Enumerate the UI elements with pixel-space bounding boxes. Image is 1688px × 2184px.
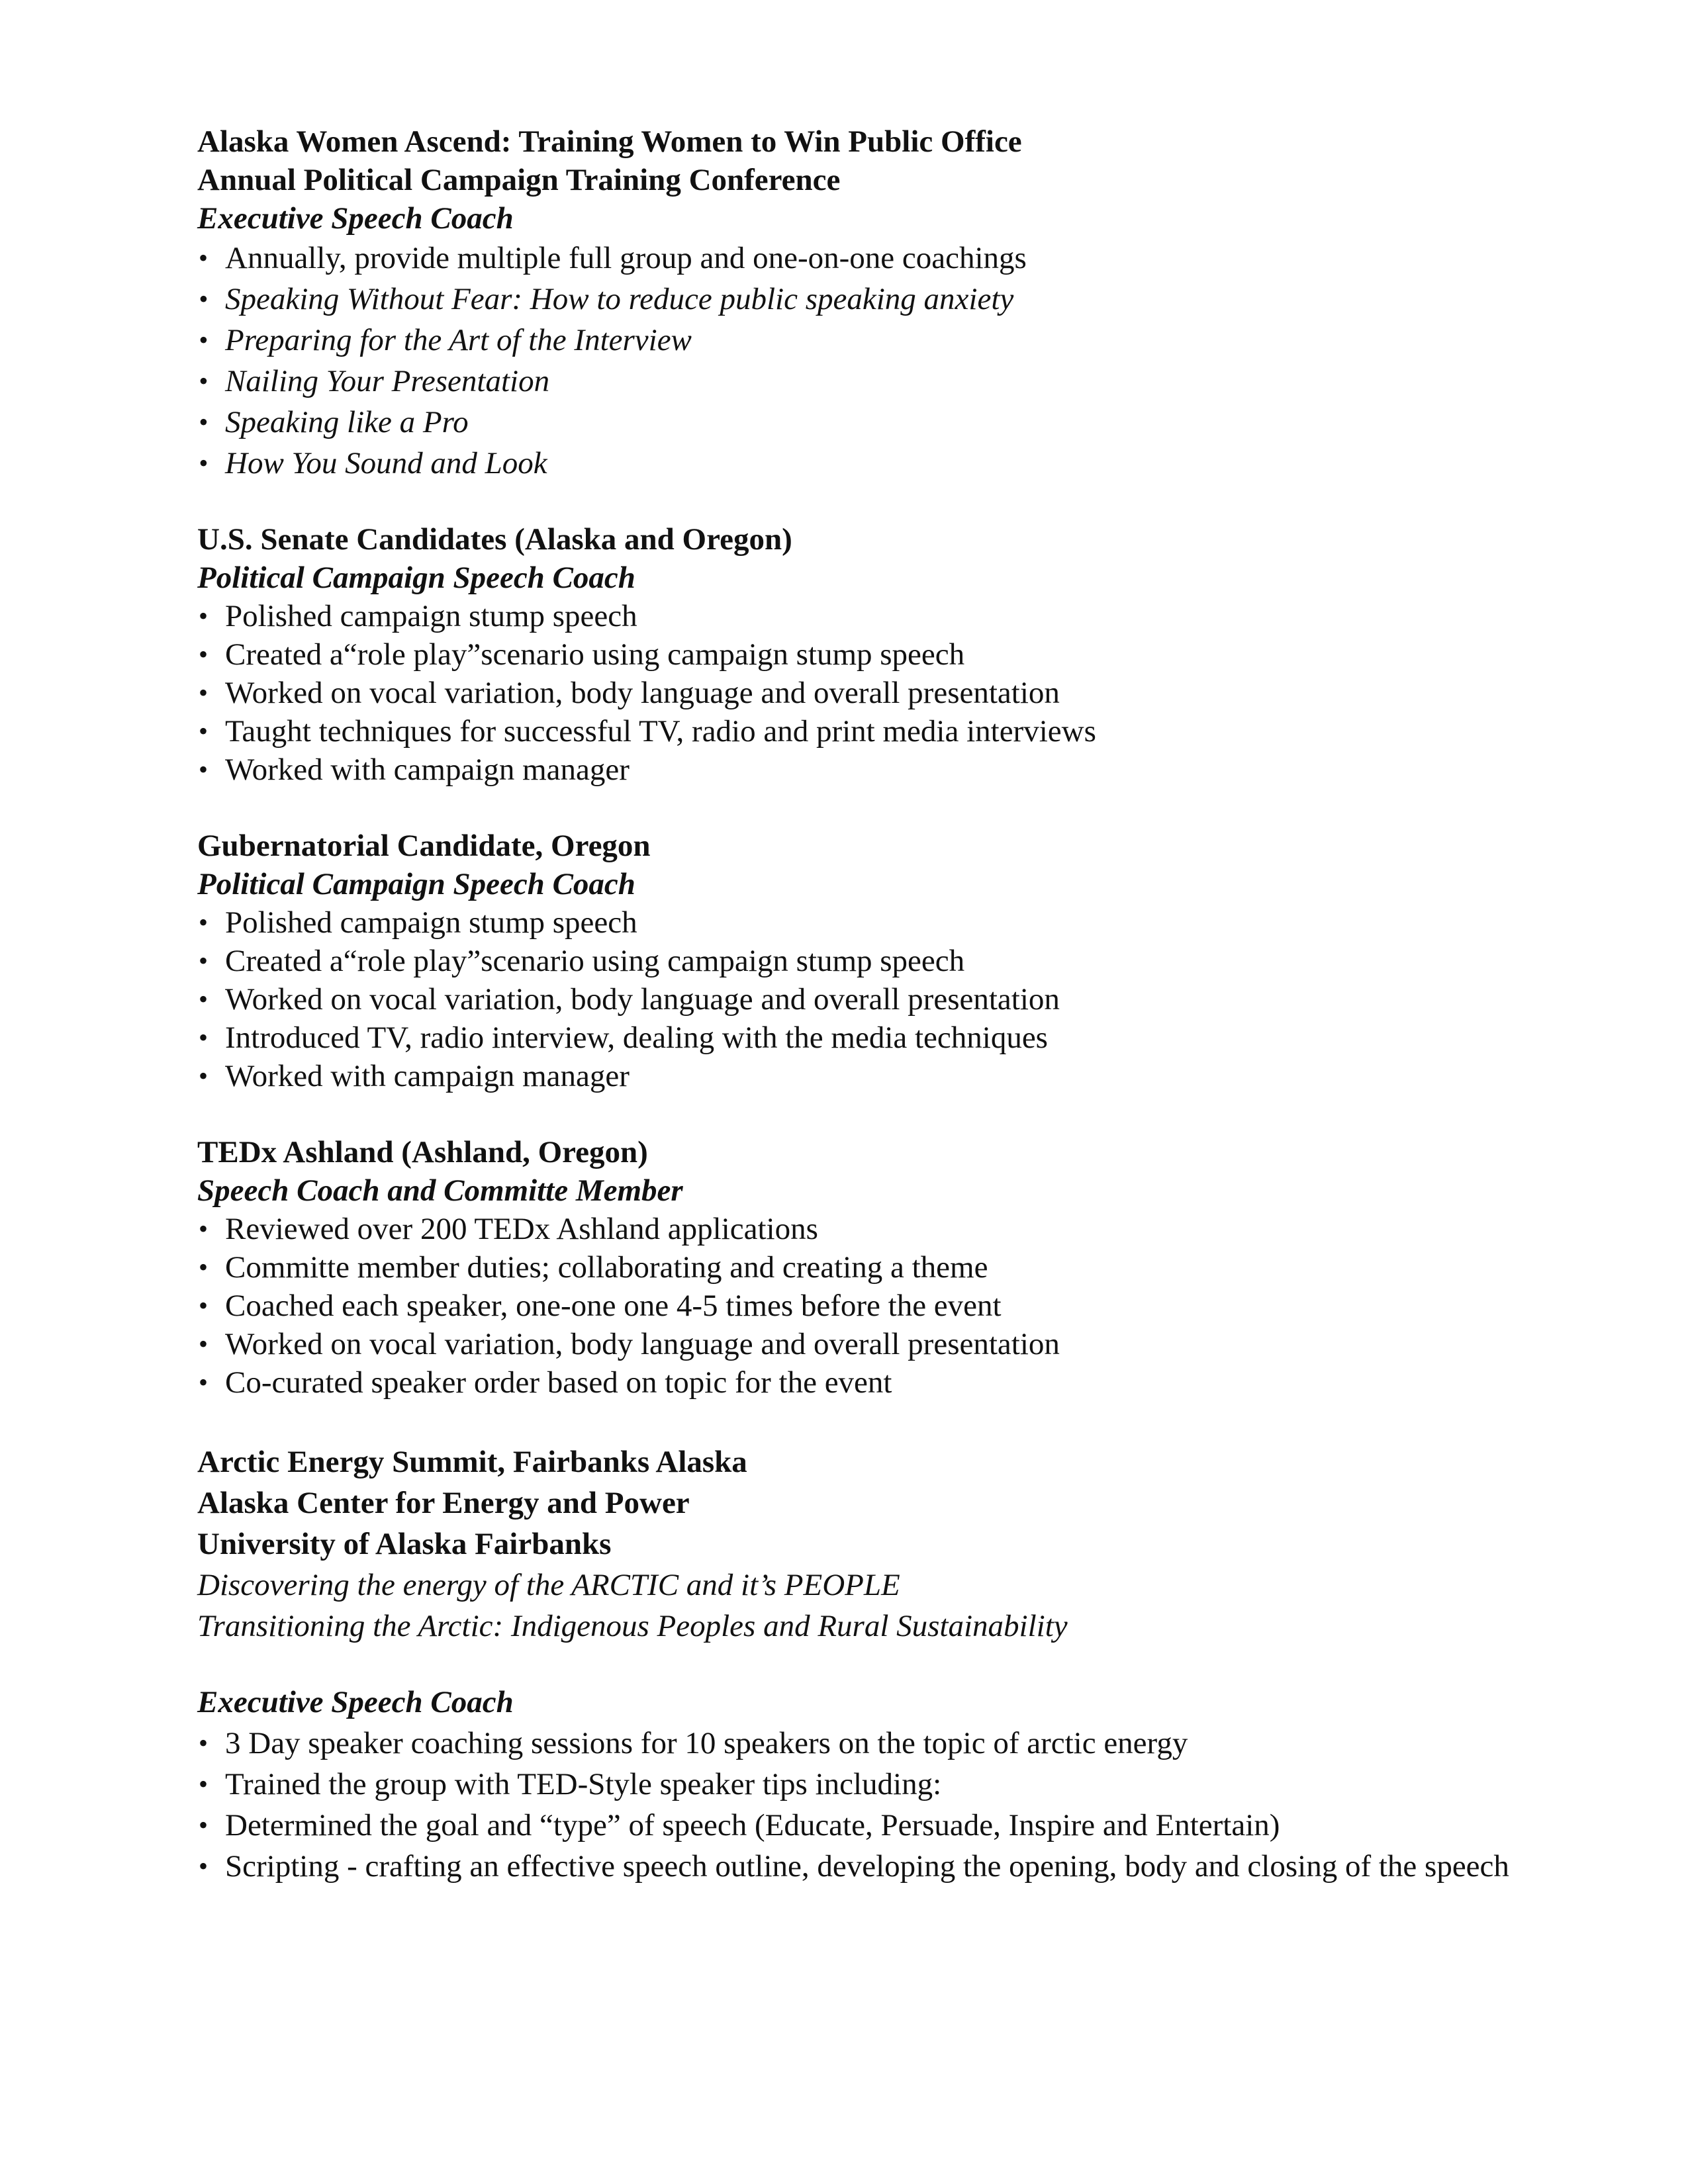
bullet-item: • Worked with campaign manager bbox=[197, 1057, 1521, 1095]
section-heading: TEDx Ashland (Ashland, Oregon) bbox=[197, 1135, 648, 1169]
bullet-item: • Reviewed over 200 TEDx Ashland applications bbox=[197, 1210, 1521, 1248]
bullet-item: • Trained the group with TED-Style speaker tips including: bbox=[197, 1764, 1536, 1805]
bullet-item: • Worked with campaign manager bbox=[197, 751, 1521, 789]
section-role: Political Campaign Speech Coach bbox=[197, 561, 635, 595]
bullet-item: • Taught techniques for successful TV, radio and print media interviews bbox=[197, 712, 1521, 751]
bullet-item: • Preparing for the Art of the Interview bbox=[197, 320, 1521, 361]
section-subtitle: Discovering the energy of the ARCTIC and it’s PEOPLE bbox=[197, 1568, 900, 1602]
bullet-item: • Polished campaign stump speech bbox=[197, 597, 1521, 635]
bullet-list bbox=[197, 903, 1521, 1095]
bullet-item: • Worked on vocal variation, body language and overall presentation bbox=[197, 980, 1521, 1019]
section-heading: Gubernatorial Candidate, Oregon bbox=[197, 829, 651, 863]
bullet-list bbox=[197, 238, 1521, 484]
section-us-senate bbox=[197, 520, 1521, 789]
section-subtitle: Transitioning the Arctic: Indigenous Peoples and Rural Sustainability bbox=[197, 1609, 1068, 1643]
bullet-item: • Worked on vocal variation, body language and overall presentation bbox=[197, 1325, 1521, 1363]
section-heading: U.S. Senate Candidates (Alaska and Oregon) bbox=[197, 522, 792, 557]
bullet-list bbox=[197, 597, 1521, 789]
bullet-item: • Speaking Without Fear: How to reduce public speaking anxiety bbox=[197, 279, 1521, 320]
section-tedx-ashland bbox=[197, 1133, 1521, 1402]
bullet-item: • 3 Day speaker coaching sessions for 10 speakers on the topic of arctic energy bbox=[197, 1723, 1536, 1764]
bullet-item: • Determined the goal and “type” of speech (Educate, Persuade, Inspire and Entertain) bbox=[197, 1805, 1536, 1846]
bullet-item: • How You Sound and Look bbox=[197, 443, 1521, 484]
section-role: Executive Speech Coach bbox=[197, 1685, 514, 1719]
bullet-item: • Created a“role play”scenario using campaign stump speech bbox=[197, 942, 1521, 980]
bullet-list bbox=[197, 1210, 1521, 1402]
bullet-item: • Worked on vocal variation, body language and overall presentation bbox=[197, 674, 1521, 712]
section-arctic-energy-summit bbox=[197, 1441, 1521, 1887]
bullet-item: • Co-curated speaker order based on topic for the event bbox=[197, 1363, 1521, 1402]
bullet-item: • Created a“role play”scenario using campaign stump speech bbox=[197, 635, 1521, 674]
section-role: Political Campaign Speech Coach bbox=[197, 867, 635, 901]
bullet-item: • Annually, provide multiple full group and one-on-one coachings bbox=[197, 238, 1521, 279]
bullet-item: • Introduced TV, radio interview, dealing with the media techniques bbox=[197, 1019, 1521, 1057]
section-heading: Arctic Energy Summit, Fairbanks Alaska bbox=[197, 1445, 747, 1479]
section-heading: University of Alaska Fairbanks bbox=[197, 1527, 612, 1561]
bullet-item: • Coached each speaker, one-one one 4-5 times before the event bbox=[197, 1287, 1521, 1325]
section-heading: Alaska Women Ascend: Training Women to Win Public Office bbox=[197, 124, 1022, 159]
section-role: Speech Coach and Committe Member bbox=[197, 1173, 683, 1208]
bullet-item: • Speaking like a Pro bbox=[197, 402, 1521, 443]
bullet-item: • Committe member duties; collaborating and creating a theme bbox=[197, 1248, 1521, 1287]
section-heading: Alaska Center for Energy and Power bbox=[197, 1486, 690, 1520]
bullet-item: • Scripting - crafting an effective speech outline, developing the opening, body and closing of the speech bbox=[197, 1846, 1536, 1887]
section-role: Executive Speech Coach bbox=[197, 201, 514, 236]
section-heading: Annual Political Campaign Training Conference bbox=[197, 163, 841, 197]
bullet-list bbox=[197, 1723, 1521, 1887]
section-gubernatorial bbox=[197, 827, 1521, 1095]
resume-page bbox=[197, 122, 1521, 1887]
bullet-item: • Polished campaign stump speech bbox=[197, 903, 1521, 942]
section-alaska-women-ascend bbox=[197, 122, 1521, 484]
bullet-item: • Nailing Your Presentation bbox=[197, 361, 1521, 402]
